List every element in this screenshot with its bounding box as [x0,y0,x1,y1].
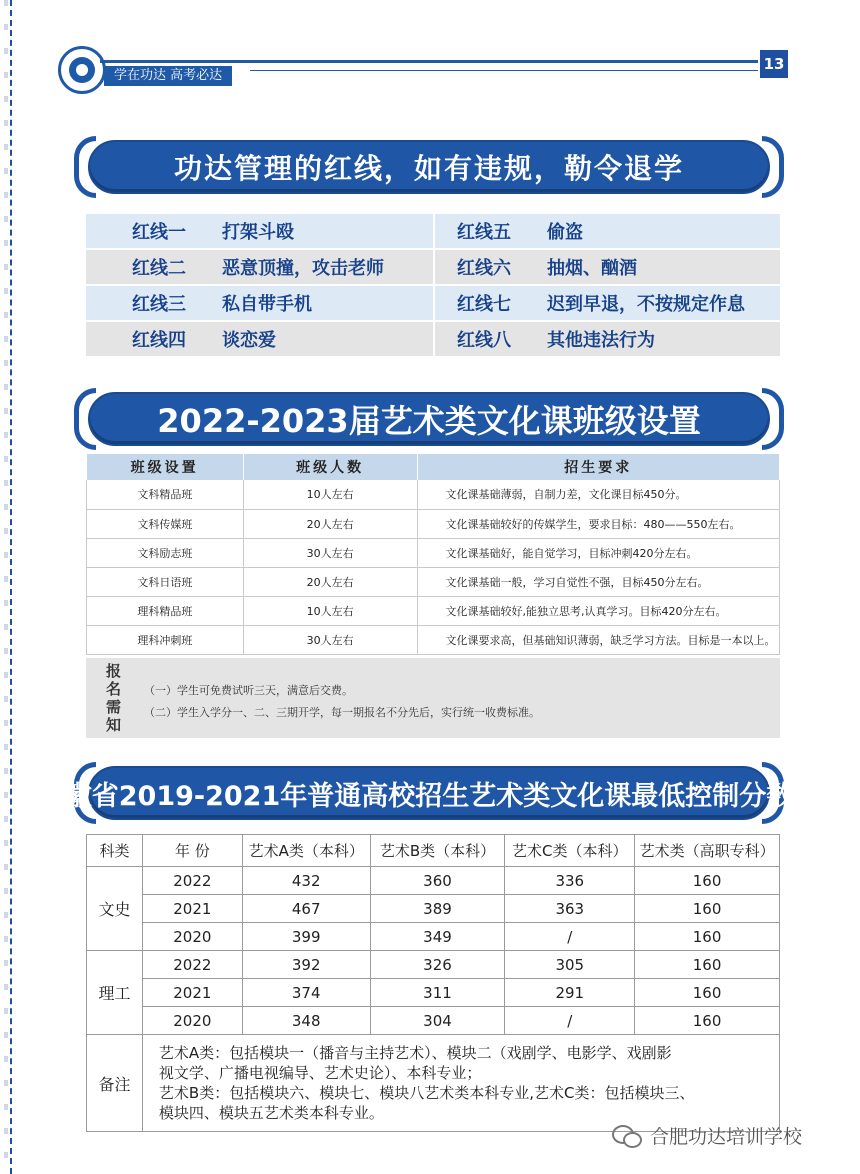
header-tagline: 学在功达 高考必达 [104,66,232,86]
redline-value: 私自带手机 [222,294,312,315]
table-row [87,567,780,596]
header-class: 班级设置 [87,454,244,480]
score-cell: 348 [242,1007,370,1035]
note-content [142,1035,779,1132]
score-cell: 160 [635,951,780,979]
class-requirement: 文化课基础较好,能独立思考,认真学习。目标420分左右。 [417,596,780,625]
table-row [87,867,780,895]
redline-cell [433,250,780,284]
redline-value: 其他违法行为 [547,330,655,351]
class-requirement: 文化课基础一般，学习自觉性不强，目标450分左右。 [417,567,780,596]
note-line: 模块四、模块五艺术类本科专业。 [158,1104,384,1122]
redline-cell [433,286,780,320]
redline-key: 红线三 [132,294,186,315]
table-row [87,895,780,923]
score-cell: 160 [635,1007,780,1035]
wechat-icon [612,1125,642,1147]
class-setup-banner [74,388,784,450]
score-category: 理工 [87,951,143,1035]
redline-key: 红线七 [457,294,511,315]
score-header: 艺术B类（本科） [370,835,505,867]
score-cell: 2020 [142,1007,242,1035]
redline-value: 恶意顶撞，攻击老师 [222,258,384,279]
score-cell: 2021 [142,979,242,1007]
redline-cell [86,214,433,248]
redline-row [86,214,780,248]
class-requirement: 文化课要求高，但基础知识薄弱，缺乏学习方法。目标是一本以上。 [417,625,780,654]
table-row [87,480,780,509]
class-size: 30人左右 [243,625,417,654]
wechat-watermark [612,1122,802,1149]
redline-row [86,286,780,320]
class-requirement: 文化课基础较好的传媒学生，要求目标：480——550左右。 [417,509,780,538]
page-number: 13 [760,50,788,78]
redline-value: 谈恋爱 [222,330,276,351]
class-requirement: 文化课基础薄弱，自制力差，文化课目标450分。 [417,480,780,509]
score-cell: / [505,923,635,951]
table-row [87,509,780,538]
score-cell: 2020 [142,923,242,951]
class-size: 10人左右 [243,480,417,509]
score-cell: 311 [370,979,505,1007]
score-header: 艺术C类（本科） [505,835,635,867]
redline-title: 功达管理的红线，如有违规，勒令退学 [173,152,684,185]
redline-key: 红线一 [132,222,186,243]
header-rule-thin [250,70,758,71]
redline-key: 红线六 [457,258,511,279]
redline-key: 红线五 [457,222,511,243]
score-cell: 349 [370,923,505,951]
table-row [87,923,780,951]
redline-key: 红线八 [457,330,511,351]
redline-cell [433,322,780,356]
redline-value: 迟到早退，不按规定作息 [547,294,745,315]
notice-label-char: 报 [106,662,122,680]
redline-cell [433,214,780,248]
spine-decoration [4,0,8,1174]
score-cell: 160 [635,867,780,895]
score-cell: 160 [635,979,780,1007]
score-cell: 2021 [142,895,242,923]
redline-banner [74,136,784,198]
score-cell: 374 [242,979,370,1007]
score-header: 艺术类（高职专科） [635,835,780,867]
enrollment-notice [86,658,780,738]
school-logo [58,46,106,94]
score-cell: 363 [505,895,635,923]
class-name: 文科励志班 [87,538,244,567]
class-setup-table [86,454,780,655]
score-table [86,834,780,1132]
score-cell: 389 [370,895,505,923]
redline-key: 红线二 [132,258,186,279]
class-name: 文科日语班 [87,567,244,596]
class-size: 10人左右 [243,596,417,625]
score-cell: 304 [370,1007,505,1035]
score-banner [37,762,821,824]
class-size: 20人左右 [243,509,417,538]
redline-cell [86,286,433,320]
watermark-text: 合肥功达培训学校 [650,1126,803,1148]
class-setup-title: 2022-2023届艺术类文化课班级设置 [157,402,701,440]
class-name: 文科传媒班 [87,509,244,538]
score-cell: 399 [242,923,370,951]
redline-key: 红线四 [132,330,186,351]
redline-cell [86,250,433,284]
class-name: 理科精品班 [87,596,244,625]
score-title: 安徽省2019-2021年普通高校招生艺术类文化课最低控制分数线 [37,780,821,812]
class-name: 理科冲刺班 [87,625,244,654]
class-requirement: 文化课基础好，能自觉学习，目标冲刺420分左右。 [417,538,780,567]
note-label: 备注 [87,1035,143,1132]
score-header: 科类 [87,835,143,867]
header-size: 班级人数 [243,454,417,480]
score-cell: 160 [635,895,780,923]
notice-line-1: （一）学生可免费试听三天，满意后交费。 [144,684,353,697]
table-row [87,625,780,654]
notice-line-2: （二）学生入学分一、二、三期开学，每一期报名不分先后，实行统一收费标准。 [144,706,540,719]
note-line: 视文学、广播电视编导、艺术史论）、本科专业； [158,1064,482,1082]
note-line: 艺术A类：包括模块一（播音与主持艺术）、模块二（戏剧学、电影学、戏剧影 [158,1044,672,1062]
score-cell: 336 [505,867,635,895]
class-name: 文科精品班 [87,480,244,509]
score-cell: 392 [242,951,370,979]
table-row [87,596,780,625]
notice-label-char: 需 [106,698,122,716]
table-row [87,951,780,979]
class-size: 20人左右 [243,567,417,596]
redline-cell [86,322,433,356]
redline-row [86,250,780,284]
score-cell: 432 [242,867,370,895]
score-cell: 360 [370,867,505,895]
redline-value: 偷盗 [547,222,583,243]
note-line: 艺术B类：包括模块六、模块七、模块八艺术类本科专业,艺术C类：包括模块三、 [158,1084,695,1102]
redline-list [86,214,780,358]
score-cell: 467 [242,895,370,923]
table-row [87,979,780,1007]
notice-label-char: 名 [106,680,122,698]
table-row [87,538,780,567]
note-row [87,1035,780,1132]
score-cell: 2022 [142,951,242,979]
score-cell: 2022 [142,867,242,895]
header-rule [100,60,758,63]
notice-label-char: 知 [106,716,122,734]
class-size: 30人左右 [243,538,417,567]
score-cell: 305 [505,951,635,979]
redline-value: 打架斗殴 [222,222,294,243]
score-cell: 326 [370,951,505,979]
header-requirement: 招生要求 [417,454,780,480]
score-cell: 291 [505,979,635,1007]
notice-label [106,662,122,734]
redline-value: 抽烟、酗酒 [547,258,637,279]
score-header: 年 份 [142,835,242,867]
score-cell: 160 [635,923,780,951]
redline-row [86,322,780,356]
table-row [87,1007,780,1035]
score-header: 艺术A类（本科） [242,835,370,867]
score-category: 文史 [87,867,143,951]
score-cell: / [505,1007,635,1035]
